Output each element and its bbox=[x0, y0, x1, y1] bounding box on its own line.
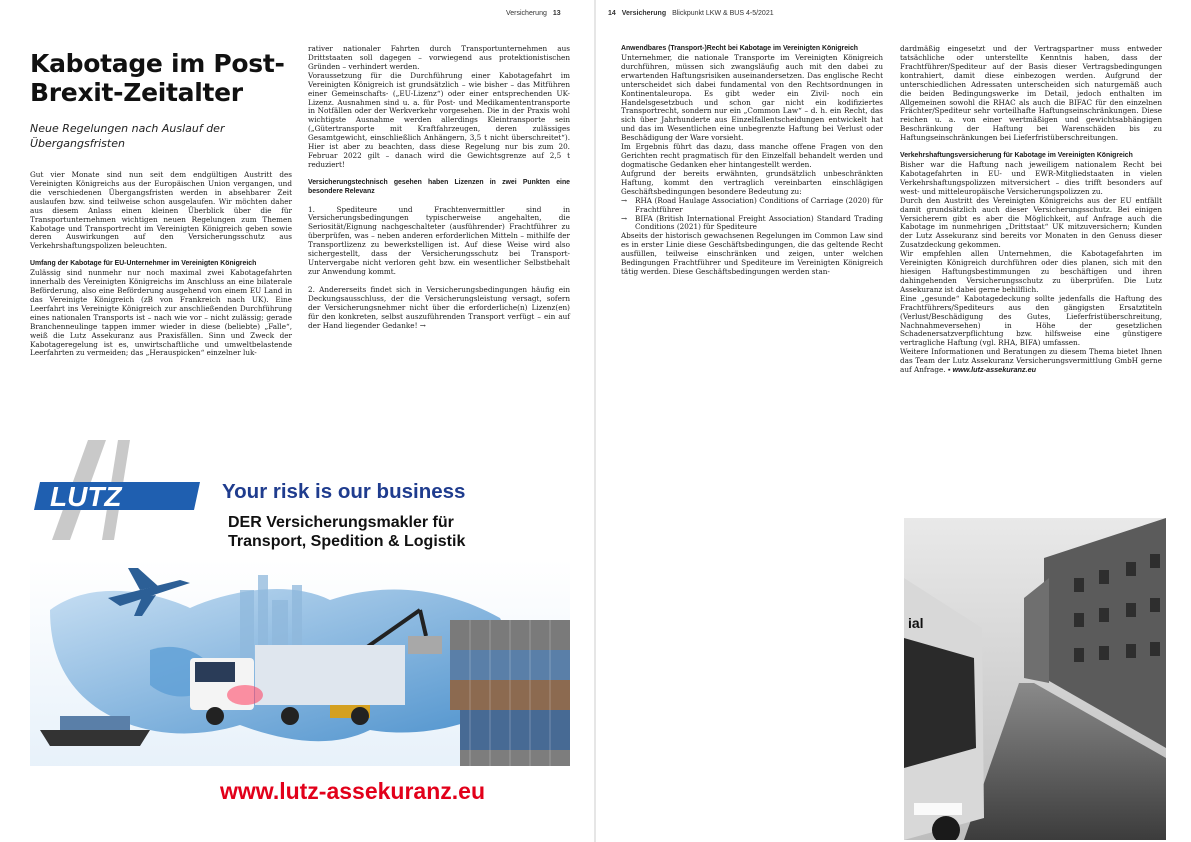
section-heading-versicherung: Verkehrshaftungsversicherung für Kabotage im Vereinigten Königreich bbox=[900, 152, 1133, 160]
body-paragraph: Zulässig sind nunmehr nur noch maximal zwei Kabotagefahrten innerhalb des Vereinigten Königreichs im Anschluss an eine bilaterale Beförderung, also eine Beförderung ausgehend von einem EU Land in das Vereinigte Königreich (zB von Frankreich nach UK). Eine Leerfahrt ins Vereinigte Königreich zur anschließenden Durchführung eines nationalen Transports ist – nach wie vor – nicht zulässig; gerade Branchenneulinge tappen immer wieder in diese (beliebte) „Falle“, weiß die Lutz Assekuranz aus Praxisfällen. Sinn und Zweck der Kabotageregelung ist es, unwirtschaftliche und umweltbelastende Leerfahrten zu vermeiden; das „Herauspicken“ einzelner luk- bbox=[30, 268, 292, 358]
lutz-logo-text: LUTZ bbox=[50, 481, 122, 512]
section-heading-lizenzen: Versicherungstechnisch gesehen haben Lizenzen in zwei Punkten eine besondere Relevanz bbox=[308, 178, 570, 195]
text-column-2 bbox=[308, 45, 570, 339]
text-column-4 bbox=[900, 45, 1162, 375]
lutz-logo bbox=[34, 440, 200, 540]
body-paragraph: Im Ergebnis führt das dazu, dass manche offene Fragen von den Gerichten recht pragmatisch für den Einzelfall behandelt werden und dogmatische Gedanken eher hintangestellt werden. bbox=[621, 142, 883, 169]
body-paragraph: Bisher war die Haftung nach jeweiligem nationalem Recht bei Kabotagefahrten in EU- und EWR-Mitgliedstaaten in vielen Verkehrshaftungspolizzen mitversichert – dies trifft besonders auf west- und mitteleuropäische Versicherungspolizzen zu. bbox=[900, 159, 1162, 196]
body-paragraph: Eine „gesunde“ Kabotagedeckung sollte jedenfalls die Haftung des Frachtführers/Spediteurs aus den gängigsten Ersatztiteln (Verlust/Beschädigung des Gutes, Lieferfristüberschreitung, Nachnahmeversehen) in Höhe der gesetzlichen Schadenersatzverpflichtung bzw. hilfsweise eine günstigere vertragliche Haftung (vgl. RHA, BIFA) umfassen. bbox=[900, 293, 1162, 348]
text-column-1 bbox=[30, 171, 292, 367]
right-page bbox=[596, 0, 1191, 842]
body-paragraph: Durch den Austritt des Vereinigten Königreichs aus der EU entfällt damit grundsätzlich auch dieser Versicherungsschutz. Bei einigen Versicherern gibt es aber die Möglichkeit, auf Anfrage auch die Kabotage im nunmehrigen „Drittstaat“ UK mitzuversichern; Kunden der Lutz Assekuranz sind bereits vor Monaten in den Genuss dieser Zusatzdeckung gekommen. bbox=[900, 195, 1162, 250]
left-header-section: Versicherung bbox=[506, 10, 547, 17]
section-heading-transportrecht: Anwendbares (Transport-)Recht bei Kabotage im Vereinigten Königreich bbox=[621, 45, 858, 52]
ad-slogan: Your risk is our business bbox=[222, 480, 466, 503]
body-paragraph: Voraussetzung für die Durchführung einer Kabotagefahrt im Vereinigten Königreich ist grundsätzlich – wie bisher – das Mitführen einer Gemeinschafts- („EU-Lizenz“) oder einer entsprechenden UK-Lizenz. Ausnahmen sind u. a. für Post- und Medikamententransporte in Notfällen oder der Werkverkehr vorgesehen. Die in der Praxis wohl wichtigste Ausnahme werden allerdings Kleintransporte sein („Gütertransporte mit Kraftfahrzeugen, deren zulässiges Gesamtgewicht, einschließlich Anhängern, 3,5 t nicht überschreitet“). Hier ist aber zu beachten, dass diese Regelung nur bis zum 20. Februar 2022 gilt – danach wird die Gewichtsgrenze auf 2,5 t reduziert! bbox=[308, 70, 570, 169]
intro-paragraph: Gut vier Monate sind nun seit dem endgültigen Austritt des Vereinigten Königreichs aus der Europäischen Union vergangen, und die verschiedenen Übergangsfristen werden in absehbarer Zeit auslaufen bzw. sind teilweise schon ausgelaufen. Wir möchten daher aus diesem Anlass einen kleinen Überblick über die für Transportunternehmen wichtigen neuen Regelungen zum Themen Kabotage und Transportrecht im Vereinigten Königreich geben sowie deren Auswirkungen auf den Versicherungsschutz aus Verkehrshaftungspolizen beleuchten. bbox=[30, 170, 292, 251]
list-item-text: RHA (Road Haulage Association) Conditions of Carriage (2020) für Frachtführer bbox=[635, 195, 883, 214]
ad-website-link[interactable]: www.lutz-assekuranz.eu bbox=[220, 778, 485, 804]
right-page-header bbox=[608, 10, 774, 17]
truck-lettering: ial bbox=[908, 615, 924, 631]
body-paragraph: Aufgrund der bereits erwähnten, grundsätzlich unbeschränkten Haftung, kommt den vertraglich vereinbarten einschlägigen Geschäftsbedingungen besondere Bedeutung zu: bbox=[621, 168, 883, 196]
body-paragraph: dardmäßig eingesetzt und der Vertragspartner muss entweder tatsächliche oder unterstellte Kenntnis haben, dass der Frachtführer/Spediteur auf der Basis dieser Vertragsbedingungen kontrahiert, damit diese einbezogen werden. Aufgrund der unterschiedlichen Adressaten unterscheiden sich naturgemäß auch die beiden Bedingungswerke im Detail, jedoch enthalten im Allgemeinen sowohl die RHAC als auch die BIFAC für den einzelnen Frächter/Spediteur sehr vorteilhafte Haftungseinschränkungen. Diese reichen u. a. von einer wertmäßigen und gewichtsabhängigen Beschränkung der Haftung bei Warenschäden bis zu Haftungseinschränkungen bei Lieferfristüberschreitungen. bbox=[900, 44, 1162, 143]
text-column-3 bbox=[621, 45, 883, 277]
right-page-number: 14 bbox=[608, 10, 616, 17]
ad-tagline-2: Transport, Spedition & Logistik bbox=[228, 533, 466, 550]
body-paragraph: Abseits der historisch gewachsenen Regelungen im Common Law sind es in erster Linie diese Geschäftsbedingungen, die das geltende Recht ausfüllen, teilweise einschränken und zeigen, unter welchen Bedingungen Frachtführer und Spediteure im Vereinigten Königreich tätig werden. Diese Geschäftsbedingungen werden stan- bbox=[621, 231, 883, 277]
body-paragraph: Wir empfehlen allen Unternehmen, die Kabotagefahrten im Vereinigten Königreich durchführen oder dies planen, sich mit den hiesigen Haftungsbestimmungen zu beschäftigen und ihren dahingehenden Versicherungsschutz zu überprüfen. Die Lutz Assekuranz ist dabei gerne behilflich. bbox=[900, 249, 1162, 294]
body-paragraph: rativer nationaler Fahrten durch Transportunternehmen aus Drittstaaten soll dagegen – vorwiegend aus protektionistischen Gründen – verhindert werden. bbox=[308, 44, 570, 71]
right-header-section: Versicherung bbox=[621, 10, 667, 17]
container-stack bbox=[450, 620, 570, 770]
section-heading-kabotage-umfang: Umfang der Kabotage für EU-Unternehmer im Vereinigten Königreich bbox=[30, 260, 257, 268]
list-item bbox=[621, 197, 883, 215]
right-header-issue: Blickpunkt LKW & BUS 4-5/2021 bbox=[672, 10, 774, 17]
left-page bbox=[0, 0, 595, 842]
arrow-icon: → bbox=[621, 195, 628, 205]
list-item bbox=[621, 215, 883, 233]
lutz-advertisement[interactable] bbox=[30, 440, 570, 824]
article-subline: Neue Regelungen nach Auslauf der Übergangsfristen bbox=[30, 122, 225, 150]
left-page-number: 13 bbox=[552, 10, 561, 17]
arrow-icon: → bbox=[621, 213, 628, 223]
left-page-header bbox=[506, 10, 561, 17]
article-headline: Kabotage im Post-Brexit-Zeitalter bbox=[30, 49, 285, 107]
website-link[interactable]: ▪ www.lutz-assekuranz.eu bbox=[947, 365, 1037, 375]
street-truck-photo bbox=[904, 518, 1166, 840]
body-paragraph: 1. Spediteure und Frachtenvermittler sind in Versicherungsbedingungen typischerweise angehalten, die Seriosität/Eignung nachgeschalteter (ausführender) Frachtführer zu überprüfen, was – neben anderen erforderlichen Mitteln – mithilfe der Transportlizenz zu bewerkstelligen ist. Auf diese Weise wird also sichergestellt, dass der Versicherungsschutz bei Transport-Untervergabe nicht verloren geht bzw. ein wesentlicher Selbstbehalt zur Anwendung kommt. bbox=[308, 204, 570, 277]
body-paragraph: Unternehmer, die nationale Transporte im Vereinigten Königreich durchführen, müssen sich zwangsläufig auch mit den dabei zu erwartenden Haftungsrisiken auseinandersetzen. Das englische Recht unterscheidet sich dabei fundamental von den Rechtsordnungen in Kontinentaleuropa. Es gibt weder ein Zivil- noch ein Handelsgesetzbuch und schon gar nicht ein kodifiziertes Transportrecht, sondern nur ein „Common Law“ – d. h. ein Recht, das sich über Jahrhunderte aus Einzelfallentscheidungen entwickelt hat und das im Wesentlichen eine unbegrenzte Haftung bei Verlust oder Beschädigung der Ware vorsieht. bbox=[621, 52, 883, 143]
ad-tagline-1: DER Versicherungsmakler für bbox=[228, 514, 454, 531]
contact-paragraph: Weitere Informationen und Beratungen zu diesem Thema bietet Ihnen das Team der Lutz Assekuranz Versicherungsvermittlung GmbH gerne auf Anfrage. bbox=[900, 347, 1162, 375]
body-paragraph: 2. Andererseits findet sich in Versicherungsbedingungen häufig ein Deckungsausschluss, der die Versicherungsleistung versagt, sofern der Versicherungsnehmer nicht über die erforderliche(n) Lizenz(en) für den konkreten, selbst auszuführenden Transport verfügt – ein auf der Hand liegender Gedanke! → bbox=[308, 284, 570, 330]
list-item-text: BIFA (British International Freight Association) Standard Trading Conditions (2021) für Spediteure bbox=[635, 213, 883, 232]
